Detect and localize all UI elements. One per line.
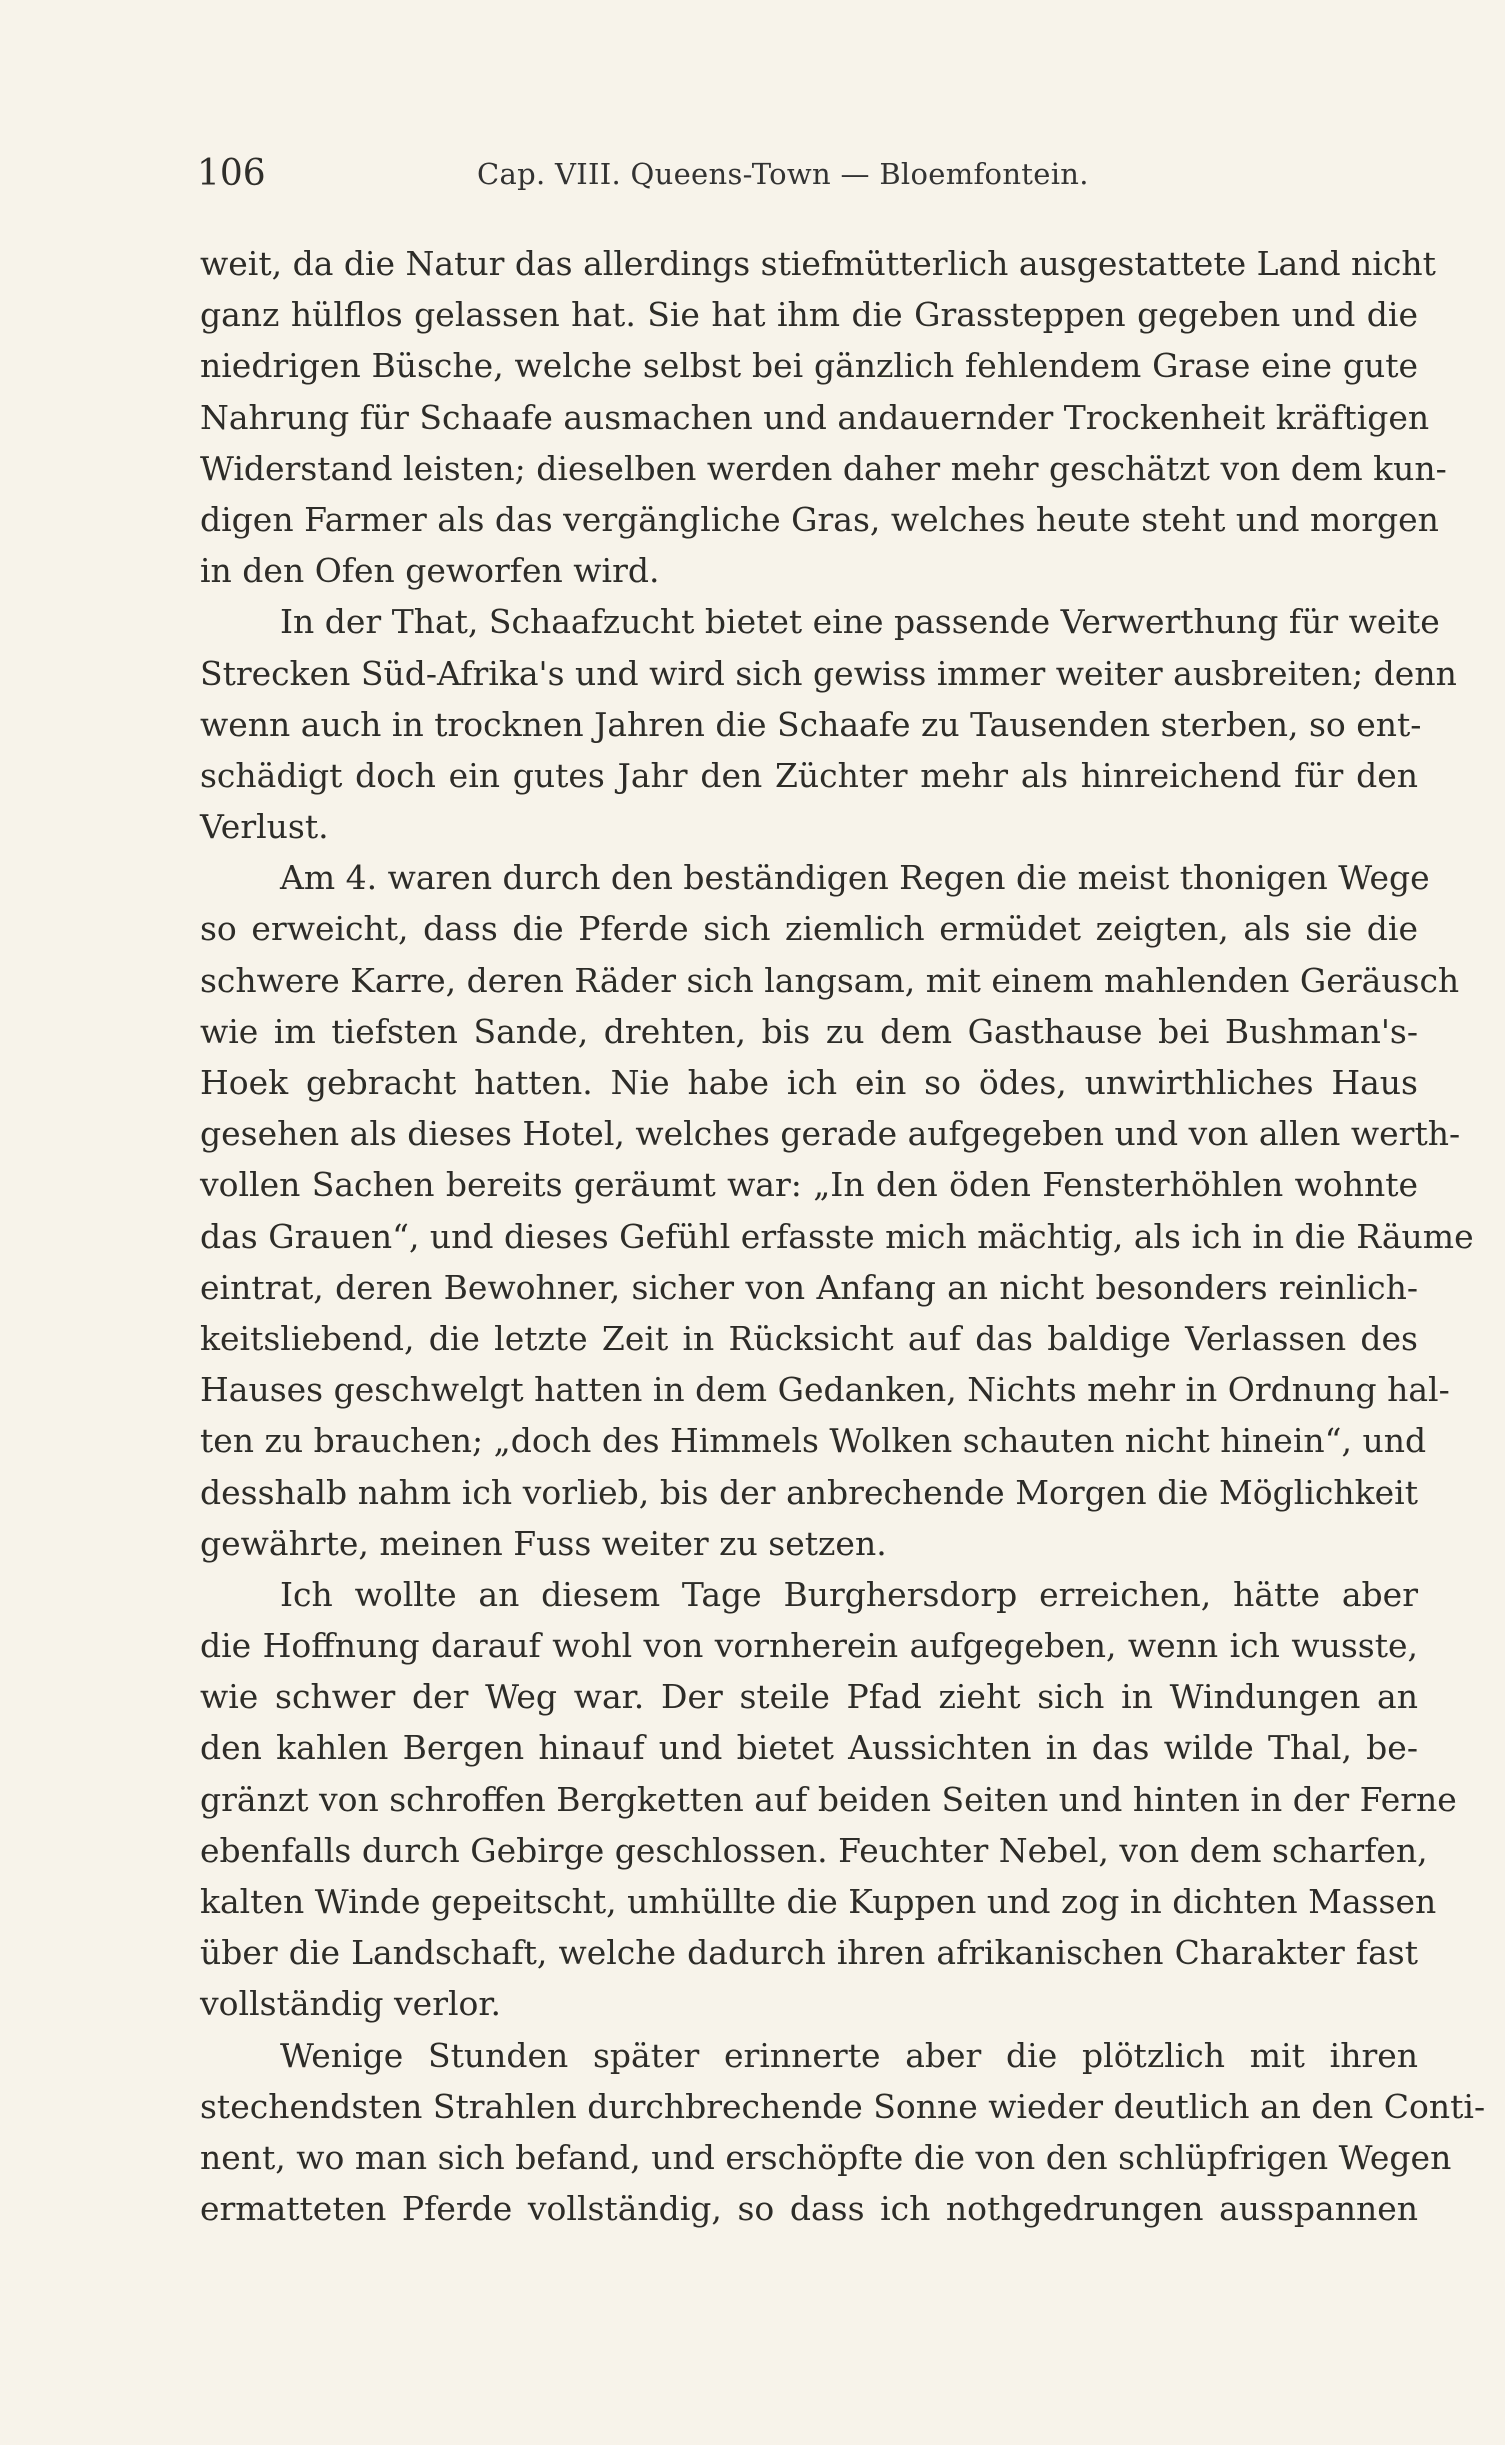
running-head: Cap. VIII. Queens-Town — Bloemfontein. bbox=[477, 157, 1089, 191]
page-number: 106 bbox=[197, 153, 266, 194]
text-line: ermatteten Pferde vollständig, so dass ich nothgedrungen ausspannen bbox=[200, 2189, 1418, 2229]
text-line: ebenfalls durch Gebirge geschlossen. Feuchter Nebel, von dem scharfen, bbox=[200, 1830, 1428, 1870]
text-line: weit, da die Natur das allerdings stiefmütterlich ausgestattete Land nicht bbox=[200, 244, 1436, 283]
text-line: ten zu brauchen; „doch des Himmels Wolken schauten nicht hinein“, und bbox=[200, 1421, 1427, 1461]
text-line: so erweicht, dass die Pferde sich ziemlich ermüdet zeigten, als sie die bbox=[200, 909, 1418, 949]
text-line: kalten Winde gepeitscht, umhüllte die Kuppen und zog in dichten Massen bbox=[200, 1882, 1437, 1921]
paragraph-first-line: In der That, Schaafzucht bietet eine passende Verwerthung für weite bbox=[280, 602, 1440, 642]
text-line: stechendsten Strahlen durchbrechende Sonne wieder deutlich an den Conti- bbox=[200, 2086, 1486, 2126]
paragraph-first-line: Ich wollte an diesem Tage Burghersdorp erreichen, hätte aber bbox=[280, 1574, 1418, 1614]
text-line: digen Farmer als das vergängliche Gras, welches heute steht und morgen bbox=[200, 499, 1439, 539]
paragraph-first-line: Wenige Stunden später erinnerte aber die plötzlich mit ihren bbox=[280, 2035, 1418, 2075]
text-line: Strecken Süd-Afrika's und wird sich gewiss immer weiter ausbreiten; denn bbox=[200, 653, 1457, 693]
text-line: das Grauen“, und dieses Gefühl erfasste mich mächtig, als ich in die Räume bbox=[200, 1216, 1474, 1256]
text-line: wenn auch in trocknen Jahren die Schaafe zu Tausenden sterben, so ent- bbox=[200, 704, 1422, 744]
text-line: Hauses geschwelgt hatten in dem Gedanken, Nichts mehr in Ordnung hal- bbox=[200, 1370, 1450, 1410]
paragraph-first-line: Am 4. waren durch den beständigen Regen die meist thonigen Wege bbox=[280, 858, 1430, 898]
text-line: wie im tiefsten Sande, drehten, bis zu dem Gasthause bei Bushman's- bbox=[200, 1011, 1418, 1051]
text-line: keitsliebend, die letzte Zeit in Rücksicht auf das baldige Verlassen des bbox=[200, 1318, 1418, 1358]
text-line: gränzt von schroffen Bergketten auf beiden Seiten und hinten in der Ferne bbox=[200, 1779, 1457, 1819]
text-line: gewährte, meinen Fuss weiter zu setzen. bbox=[200, 1523, 887, 1563]
text-line: den kahlen Bergen hinauf und bietet Aussichten in das wilde Thal, be- bbox=[200, 1728, 1418, 1768]
text-line: desshalb nahm ich vorlieb, bis der anbrechende Morgen die Möglichkeit bbox=[200, 1472, 1418, 1512]
text-line: nent, wo man sich befand, und erschöpfte die von den schlüpfrigen Wegen bbox=[200, 2137, 1452, 2177]
text-line: niedrigen Büsche, welche selbst bei gänzlich fehlendem Grase eine gute bbox=[200, 346, 1418, 386]
text-line: Verlust. bbox=[200, 807, 329, 847]
text-line: vollen Sachen bereits geräumt war: „In den öden Fensterhöhlen wohnte bbox=[200, 1165, 1418, 1205]
text-line: vollständig verlor. bbox=[200, 1984, 502, 2024]
text-line: wie schwer der Weg war. Der steile Pfad zieht sich in Windungen an bbox=[200, 1677, 1418, 1717]
page-header bbox=[197, 150, 1347, 198]
text-line: ganz hülflos gelassen hat. Sie hat ihm die Grassteppen gegeben und die bbox=[200, 295, 1418, 335]
text-line: schwere Karre, deren Räder sich langsam, mit einem mahlenden Geräusch bbox=[200, 960, 1460, 1000]
text-line: gesehen als dieses Hotel, welches gerade aufgegeben und von allen werth- bbox=[200, 1114, 1461, 1154]
text-line: in den Ofen geworfen wird. bbox=[200, 551, 660, 591]
text-line: die Hoffnung darauf wohl von vornherein aufgegeben, wenn ich wusste, bbox=[200, 1626, 1418, 1666]
text-line: eintrat, deren Bewohner, sicher von Anfang an nicht besonders reinlich- bbox=[200, 1267, 1418, 1307]
text-line: Hoek gebracht hatten. Nie habe ich ein so ödes, unwirthliches Haus bbox=[200, 1063, 1418, 1102]
text-line: über die Landschaft, welche dadurch ihren afrikanischen Charakter fast bbox=[200, 1933, 1418, 1973]
body-text bbox=[200, 238, 1486, 2234]
text-line: Widerstand leisten; dieselben werden daher mehr geschätzt von dem kun- bbox=[200, 448, 1447, 488]
text-line: schädigt doch ein gutes Jahr den Züchter mehr als hinreichend für den bbox=[200, 755, 1418, 795]
text-line: Nahrung für Schaafe ausmachen und andauernder Trockenheit kräftigen bbox=[200, 397, 1430, 437]
